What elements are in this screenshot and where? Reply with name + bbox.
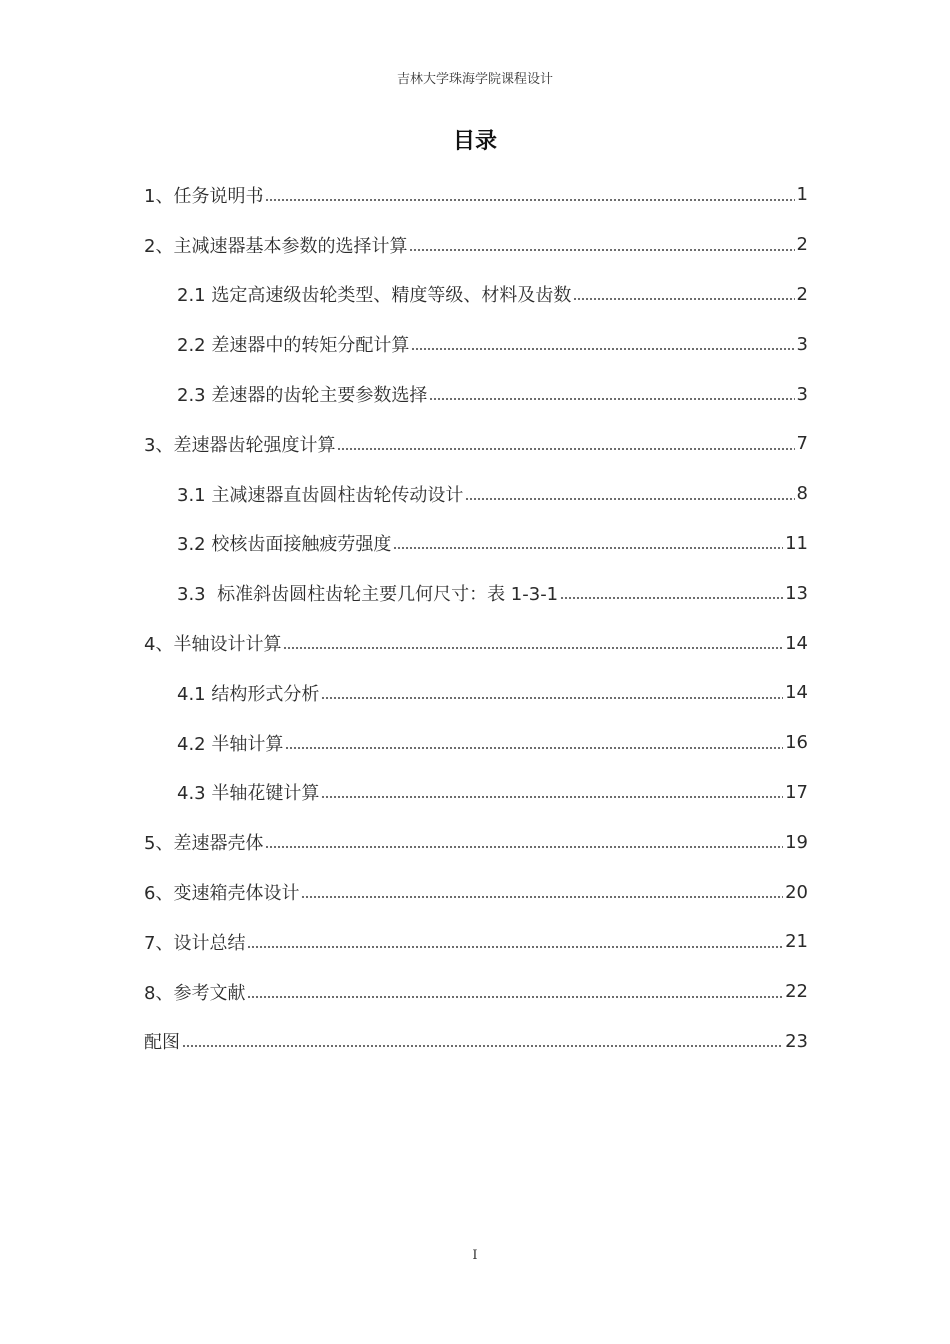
toc-entry[interactable] [144, 419, 808, 469]
toc-entry-title: 6、变速箱壳体设计 [144, 883, 300, 905]
toc-entry[interactable] [144, 1017, 808, 1067]
toc-entry[interactable] [144, 867, 808, 917]
toc-entry[interactable] [144, 718, 808, 768]
dot-leader [411, 348, 794, 350]
toc-entry[interactable] [144, 369, 808, 419]
toc-entry-page-number: 20 [785, 881, 808, 903]
toc-entry-page-number: 16 [785, 732, 808, 754]
dot-leader [321, 697, 783, 699]
table-of-contents [144, 170, 808, 1066]
dot-leader [429, 398, 794, 400]
toc-entry-title: 2.3 差速器的齿轮主要参数选择 [177, 385, 428, 407]
toc-entry-title: 4.3 半轴花键计算 [177, 783, 320, 805]
toc-entry[interactable] [144, 668, 808, 718]
toc-entry-title: 2.1 选定高速级齿轮类型、精度等级、材料及齿数 [177, 285, 572, 307]
toc-entry-page-number: 7 [796, 433, 808, 455]
toc-entry[interactable] [144, 519, 808, 569]
toc-entry-title: 3.2 校核齿面接触疲劳强度 [177, 534, 392, 556]
toc-entry-page-number: 1 [796, 184, 808, 206]
toc-entry[interactable] [144, 270, 808, 320]
toc-entry-page-number: 2 [796, 283, 808, 305]
toc-entry-page-number: 2 [796, 234, 808, 256]
toc-entry[interactable] [144, 568, 808, 618]
toc-entry-title: 7、设计总结 [144, 932, 246, 954]
toc-entry-page-number: 13 [785, 582, 808, 604]
toc-entry-title: 配图 [144, 1032, 180, 1054]
toc-entry-title: 2、主减速器基本参数的选择计算 [144, 235, 408, 257]
toc-entry-page-number: 3 [796, 333, 808, 355]
toc-entry[interactable] [144, 967, 808, 1017]
toc-entry[interactable] [144, 469, 808, 519]
dot-leader [573, 298, 794, 300]
dot-leader [247, 996, 783, 998]
dot-leader [247, 946, 783, 948]
dot-leader [285, 747, 783, 749]
toc-entry-page-number: 3 [796, 383, 808, 405]
dot-leader [465, 498, 794, 500]
toc-entry-page-number: 19 [785, 831, 808, 853]
toc-entry[interactable] [144, 170, 808, 220]
dot-leader [393, 547, 783, 549]
toc-entry-page-number: 17 [785, 781, 808, 803]
page-header: 吉林大学珠海学院课程设计 [396, 72, 553, 87]
dot-leader [283, 647, 783, 649]
dot-leader [409, 249, 794, 251]
toc-entry[interactable] [144, 618, 808, 668]
toc-entry-page-number: 14 [785, 632, 808, 654]
toc-entry-page-number: 22 [785, 981, 808, 1003]
toc-entry[interactable] [144, 817, 808, 867]
toc-entry[interactable] [144, 220, 808, 270]
toc-title: 目录 [452, 129, 497, 154]
toc-entry-title: 5、差速器壳体 [144, 833, 264, 855]
dot-leader [265, 199, 794, 201]
toc-entry[interactable] [144, 319, 808, 369]
toc-entry[interactable] [144, 768, 808, 818]
dot-leader [560, 597, 783, 599]
dot-leader [337, 448, 794, 450]
dot-leader [182, 1045, 783, 1047]
toc-entry-title: 3.3 标准斜齿圆柱齿轮主要几何尺寸：表 1-3-1 [177, 584, 559, 606]
toc-entry-page-number: 23 [785, 1030, 808, 1052]
toc-entry-page-number: 11 [785, 532, 808, 554]
toc-entry-title: 3.1 主减速器直齿圆柱齿轮传动设计 [177, 484, 464, 506]
toc-entry-title: 3、差速器齿轮强度计算 [144, 434, 336, 456]
toc-entry-title: 4、半轴设计计算 [144, 634, 282, 656]
dot-leader [301, 896, 783, 898]
toc-entry-title: 4.1 结构形式分析 [177, 683, 320, 705]
toc-entry-title: 1、任务说明书 [144, 185, 264, 207]
toc-entry-title: 8、参考文献 [144, 982, 246, 1004]
dot-leader [265, 846, 783, 848]
page-number: I [472, 1248, 478, 1263]
toc-entry-page-number: 14 [785, 682, 808, 704]
toc-entry-title: 4.2 半轴计算 [177, 733, 284, 755]
dot-leader [321, 796, 783, 798]
toc-entry-title: 2.2 差速器中的转矩分配计算 [177, 335, 410, 357]
toc-entry[interactable] [144, 917, 808, 967]
toc-entry-page-number: 8 [796, 483, 808, 505]
toc-entry-page-number: 21 [785, 931, 808, 953]
